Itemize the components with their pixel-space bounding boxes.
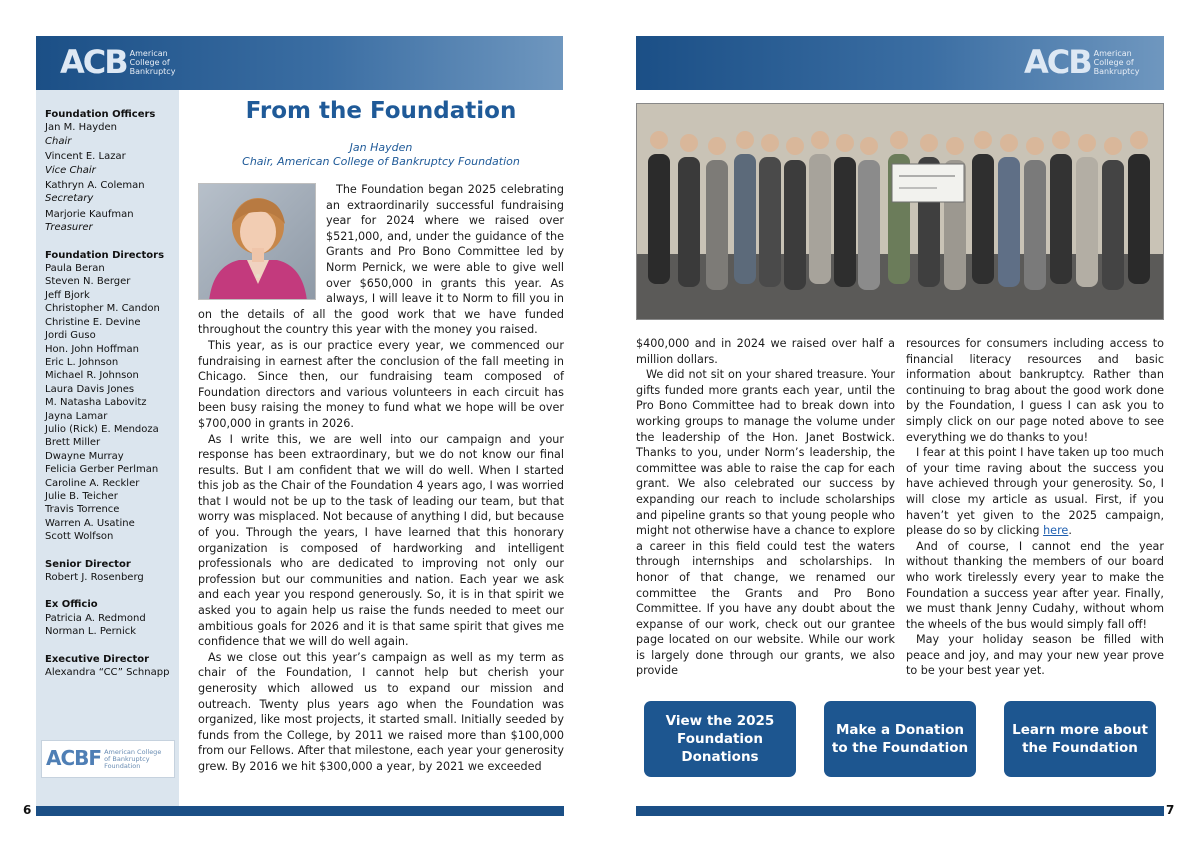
person-head [708, 137, 726, 155]
director-name: Christopher M. Candon [45, 303, 160, 315]
person-silhouette [998, 157, 1020, 287]
person-silhouette [1128, 154, 1150, 284]
director-name: Scott Wolfson [45, 531, 114, 543]
left-page-header [36, 36, 563, 90]
article-column-1 [198, 182, 564, 775]
director-name: Julie B. Teicher [45, 490, 118, 502]
acbf-logo-words [104, 749, 161, 770]
person-silhouette [706, 160, 728, 290]
officer-entry [45, 179, 179, 206]
person-silhouette [1024, 160, 1046, 290]
director-name: Felicia Gerber Perlman [45, 464, 159, 476]
group-photo-image [637, 104, 1164, 320]
ex-officio-section [45, 598, 179, 638]
person-silhouette [1102, 160, 1124, 290]
person-silhouette [759, 157, 781, 287]
directors-list [45, 262, 179, 544]
executive-director-heading: Executive Director [45, 653, 150, 665]
acbf-logo-word: Foundation [104, 761, 141, 770]
senior-director-heading: Senior Director [45, 558, 131, 570]
acb-logo [1024, 44, 1139, 80]
foundation-sidebar [36, 90, 179, 806]
learn-more-button[interactable]: Learn more about the Foundation [1004, 701, 1156, 777]
acb-logo [60, 44, 175, 80]
person-head [811, 131, 829, 149]
director-name: Hon. John Hoffman [45, 343, 139, 355]
acb-logo-words [1094, 49, 1140, 76]
donate-here-link[interactable]: here [1043, 524, 1069, 538]
group-photo [636, 103, 1164, 320]
article-title: From the Foundation [245, 98, 517, 124]
director-name: Eric L. Johnson [45, 356, 119, 368]
director-name: Laura Davis Jones [45, 383, 135, 395]
director-name: Dwayne Murray [45, 450, 124, 462]
director-name: Michael R. Johnson [45, 370, 139, 382]
person-silhouette [834, 157, 856, 287]
officer-role: Chair [45, 135, 72, 147]
ex-officio-name: Norman L. Pernick [45, 626, 137, 638]
acbf-logo-word: American College [104, 747, 162, 756]
officer-name: Kathryn A. Coleman [45, 180, 145, 192]
article-paragraph: As we close out this year’s campaign as well as my term as chair of the Foundation, I cannot help but cherish your generosity which allowed us to expand our mission and outreach. Twenty plus years ago when the Foundation was organized, like most projects, it started small. Initially seeded by funds from the College, by 2011 we raised more than $100,000 from our Fellows. After that milestone, each year your generosity grew. By 2016 we hit $300,000 a year, by 2021 we exceeded [198, 650, 564, 773]
director-name: Jayna Lamar [45, 410, 108, 422]
person-head [946, 137, 964, 155]
person-silhouette [678, 157, 700, 287]
officer-entry [45, 150, 179, 177]
director-name: Christine E. Devine [45, 316, 141, 328]
right-page-header [636, 36, 1164, 90]
ex-officio-heading: Ex Officio [45, 599, 98, 611]
person-silhouette [1076, 157, 1098, 287]
senior-director-section [45, 558, 179, 585]
person-silhouette [858, 160, 880, 290]
byline [198, 141, 564, 168]
acbf-logo [41, 740, 175, 778]
paragraph-text: I fear at this point I have taken up too much of your time raving about the success you have achieved through your generosity. So, I will close my article as usual. First, if you haven’t yet given to the 2025 campaign, please do so by clicking [906, 446, 1164, 538]
view-donations-button[interactable]: View the 2025 Foundation Donations [644, 701, 796, 777]
article-column-2 [636, 336, 895, 679]
director-name: Jeff Bjork [45, 289, 90, 301]
person-head [860, 137, 878, 155]
directors-heading: Foundation Directors [45, 249, 165, 261]
article-paragraph: $400,000 and in 2024 we raised over half a million dollars. [636, 337, 895, 366]
person-head [736, 131, 754, 149]
author-name: Jan Hayden [349, 141, 413, 154]
senior-director-name: Robert J. Rosenberg [45, 572, 144, 583]
officer-name: Vincent E. Lazar [45, 151, 126, 163]
acb-logo-mark: ACB [1024, 43, 1091, 81]
acbf-logo-word: of Bankruptcy [104, 754, 150, 763]
person-head [1104, 137, 1122, 155]
director-name: Travis Torrence [45, 504, 120, 516]
logo-word: Bankruptcy [129, 66, 176, 76]
article-paragraph: resources for consumers including access to financial literacy resources and basic information about bankruptcy. Rather than continuing to brag about the good work done by the Foundation, I guess I can ask you to simply click on our page noted above to see everything we do thanks to you! [906, 337, 1164, 444]
logo-word: College of [129, 57, 170, 67]
article-paragraph: As I write this, we are well into our campaign and your response has been extraordinary, but we do not know our final results. But I am confident that we will do well. When I started this job as the Chair of the Foundation 4 years ago, I was worried that I would not be up to the task of leading our team, but that worry was misplaced. Not because of anything I did, but because of you. Through the years, I have learned that this honorary organization is composed of hardworking and intelligent professionals who are dedicated to improving not only our profession but our communities and nation. Each year we ask and each year you respond generously. So, it is in that spirit we asked you to again help us raise the funds needed to meet our ambitious goals for 2026 and it is that same spirit that gives me confidence that we will do well again. [198, 432, 564, 649]
article-paragraph: May your holiday season be filled with peace and joy, and may your new year prove to be your best year yet. [906, 633, 1164, 678]
person-silhouette [784, 160, 806, 290]
person-head [1130, 131, 1148, 149]
director-name: M. Natasha Labovitz [45, 397, 147, 409]
person-head [974, 131, 992, 149]
logo-word: American [129, 48, 168, 58]
person-head [1052, 131, 1070, 149]
right-footer-bar [636, 806, 1164, 816]
officer-role: Treasurer [45, 222, 93, 234]
article-column-3 [906, 336, 1164, 679]
paragraph-text: . [1068, 524, 1072, 538]
acb-logo-words [130, 49, 176, 76]
article-paragraph: We did not sit on your shared treasure. Your gifts funded more grants each year, until the Pro Bono Committee had to break down into working groups to manage the volume under the leadership of the Hon. Janet Bostwick. Thanks to you, under Norm’s leadership, the committee was able to raise the cap for each grant. We also celebrated our success by expanding our reach to include scholarships and pipeline grants so that young people who might not otherwise have a chance to explore a career in this field could test the waters through internships and scholarships. In honor of that change, we renamed our committee the Grants and Pro Bono Committee. If you have any doubt about the expanse of our work, check out our grantee page located on our website. While our work is largely done through our grants, we also provide [636, 368, 895, 678]
person-silhouette [648, 154, 670, 284]
director-name: Warren A. Usatine [45, 517, 135, 529]
person-head [1000, 134, 1018, 152]
director-name: Steven N. Berger [45, 276, 131, 288]
article-paragraph: This year, as is our practice every year, we commenced our fundraising in earnest after the conclusion of the fall meeting in Chicago. Since then, our fundraising team composed of Foundation directors and various volunteers in each circuit has been busy raising the money to fund what we hope will be over $700,000 in grants in 2026. [198, 338, 564, 430]
ex-officio-name: Patricia A. Redmond [45, 612, 146, 624]
make-donation-button[interactable]: Make a Donation to the Foundation [824, 701, 976, 777]
page-number-left: 6 [23, 803, 32, 817]
logo-word: College of [1093, 57, 1134, 67]
person-head [1078, 134, 1096, 152]
person-silhouette [734, 154, 756, 284]
officer-role: Secretary [45, 193, 94, 205]
author-title: Chair, American College of Bankruptcy Foundation [242, 154, 520, 168]
person-head [1026, 137, 1044, 155]
acb-logo-mark: ACB [60, 43, 127, 81]
officer-name: Jan M. Hayden [45, 122, 117, 134]
director-name: Julio (Rick) E. Mendoza [45, 423, 159, 435]
person-head [650, 131, 668, 149]
acbf-logo-mark: ACBF [46, 746, 102, 771]
left-footer-bar [36, 806, 564, 816]
directors-section [45, 249, 179, 544]
article-paragraph: The Foundation began 2025 celebrating an extraordinarily successful fundraising year for 2024 where we raised over $521,000, and, under the guidance of the Grants and Pro Bono Committee led by Norm Pernick, we were able to give well over $650,000 in grants this year. As always, I will leave it to Norm to fill you in on the details of all the good work that we have funded throughout the country this year with the money you raised. [198, 183, 564, 337]
person-silhouette [1050, 154, 1072, 284]
director-name: Jordi Guso [45, 330, 96, 342]
person-silhouette [809, 154, 831, 284]
officers-section [45, 108, 179, 235]
officer-role: Vice Chair [45, 164, 96, 176]
officer-entry [45, 121, 179, 148]
logo-word: Bankruptcy [1093, 66, 1140, 76]
officers-heading: Foundation Officers [45, 109, 156, 120]
director-name: Brett Miller [45, 437, 101, 449]
person-silhouette [972, 154, 994, 284]
person-head [786, 137, 804, 155]
officer-entry [45, 208, 179, 235]
page-number-right: 7 [1166, 803, 1175, 817]
executive-director-name: Alexandra “CC” Schnapp [45, 667, 170, 679]
officer-name: Marjorie Kaufman [45, 208, 134, 220]
article-paragraph [906, 445, 1164, 539]
person-head [920, 134, 938, 152]
article-paragraph: And of course, I cannot end the year without thanking the members of our board who work tirelessly every year to make the Foundation a success year after year. Finally, we must thank Jenny Cudahy, without whom the wheels of the bus would simply fall off! [906, 539, 1164, 631]
director-name: Paula Beran [45, 263, 105, 275]
portrait-spacer [198, 182, 326, 302]
executive-director-section [45, 653, 179, 680]
logo-word: American [1093, 48, 1132, 58]
person-head [761, 134, 779, 152]
director-name: Caroline A. Reckler [45, 477, 140, 489]
person-head [836, 134, 854, 152]
person-head [680, 134, 698, 152]
person-head [890, 131, 908, 149]
